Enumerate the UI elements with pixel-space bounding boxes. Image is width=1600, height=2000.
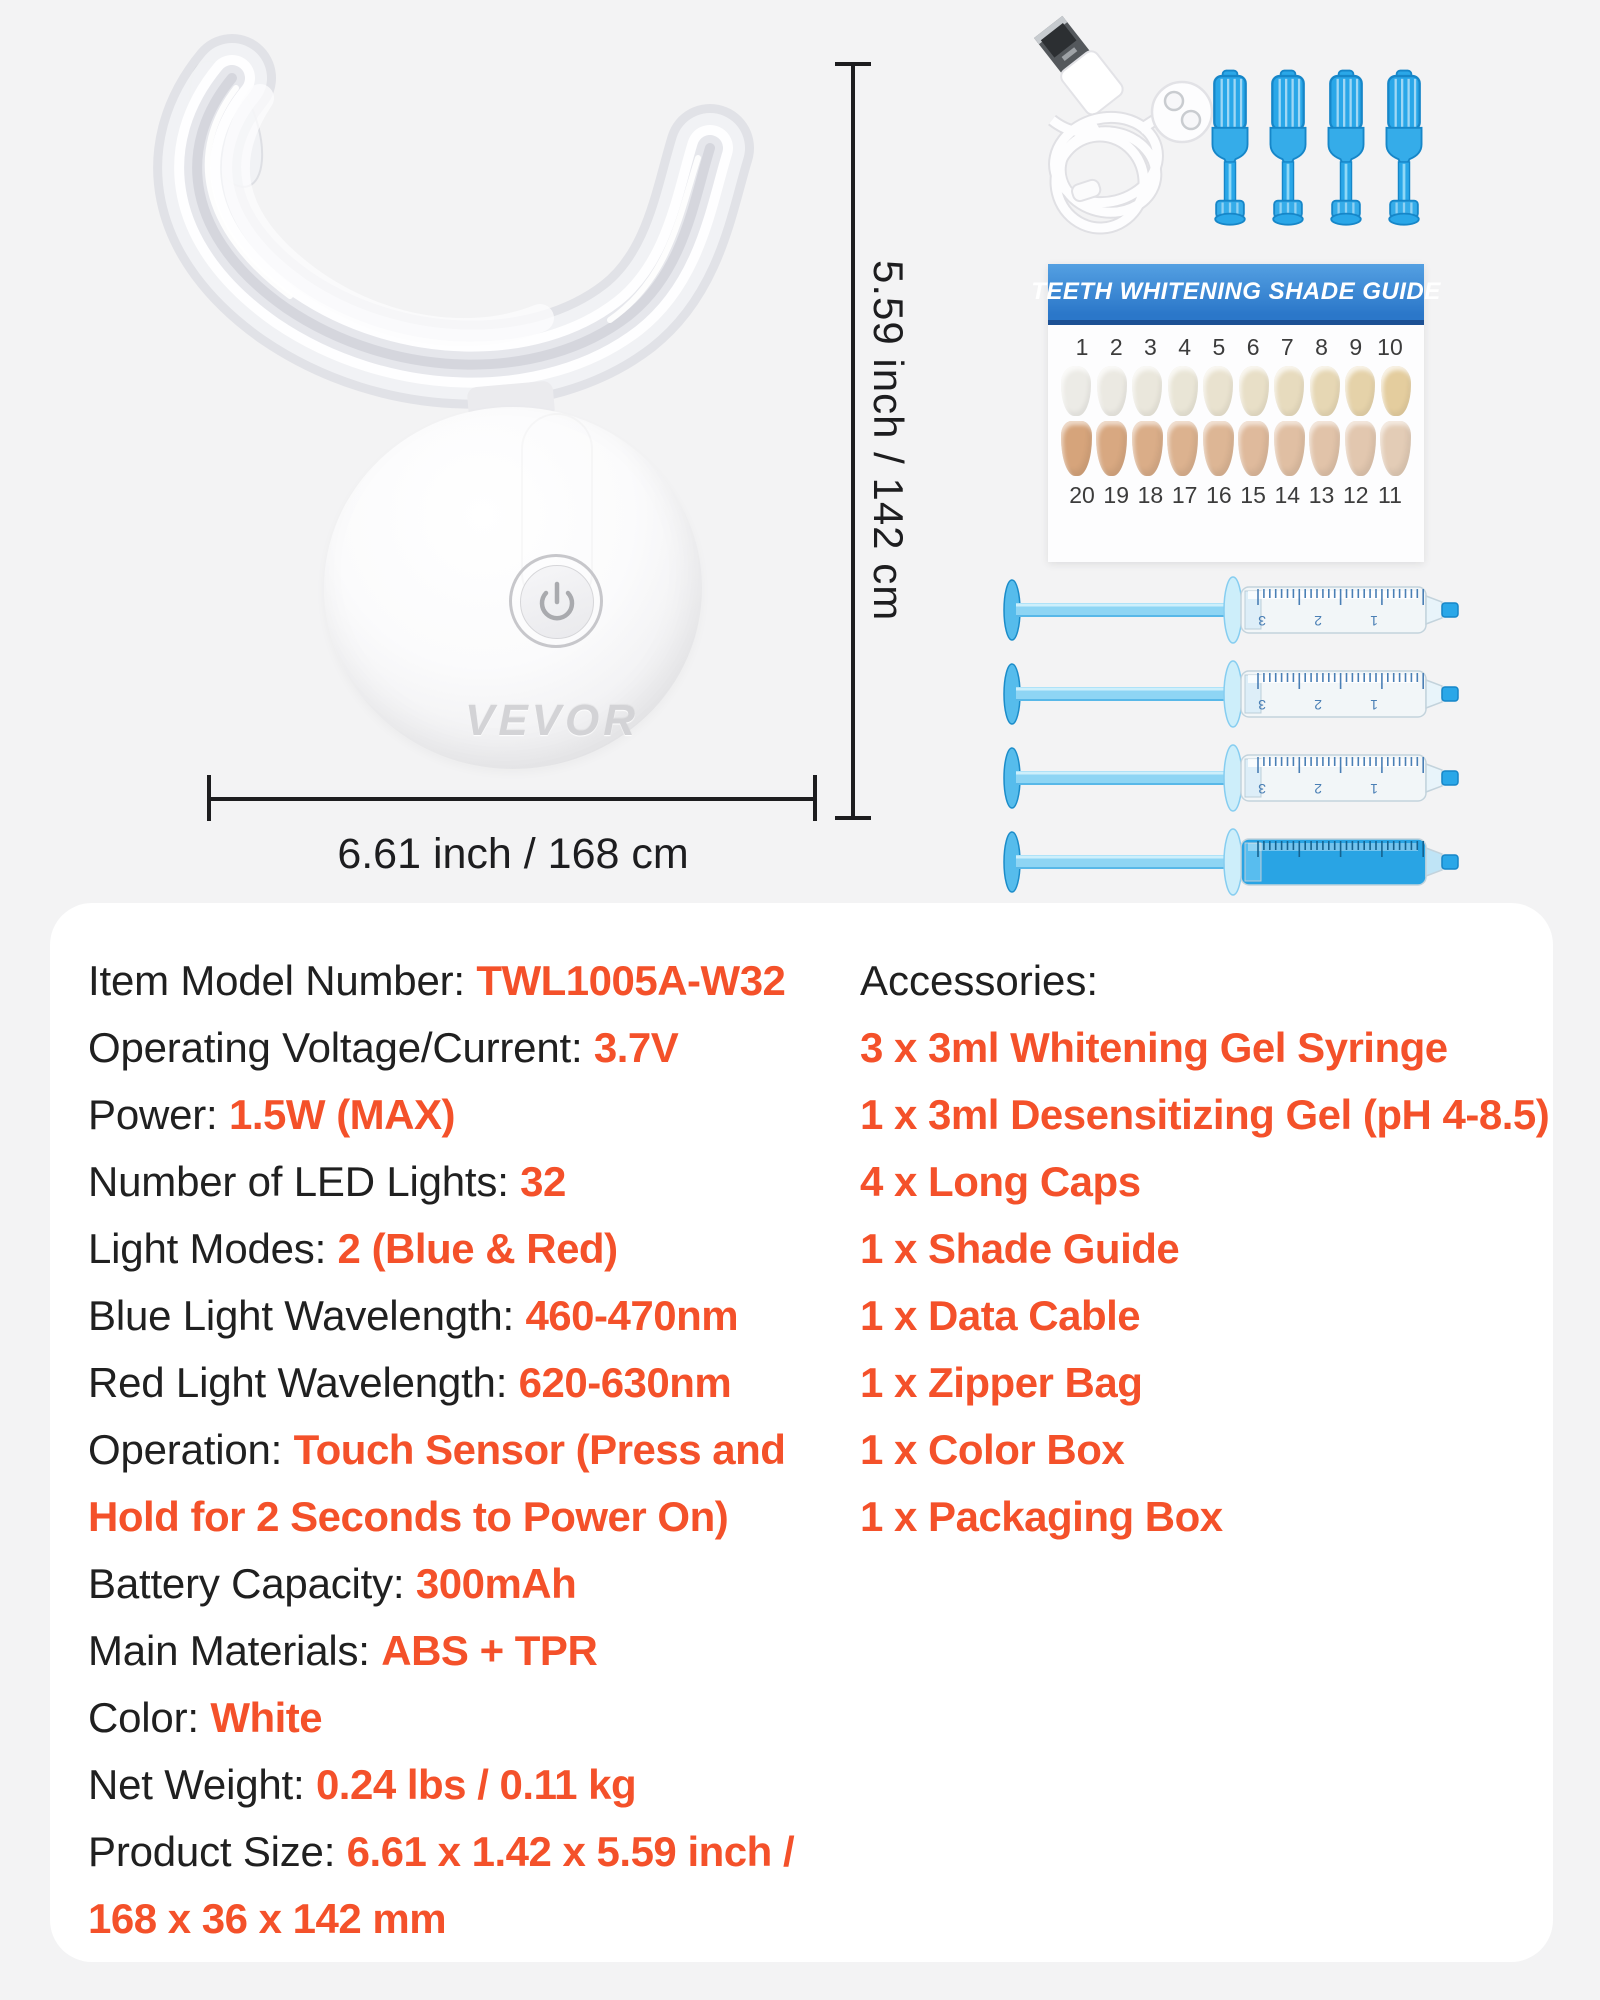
spec-value: 0.24 lbs / 0.11 kg: [315, 1761, 637, 1808]
spec-label: Operating Voltage/Current:: [88, 1024, 594, 1071]
tooth-swatch: [1132, 421, 1163, 476]
syringe-row: [1000, 736, 1470, 822]
spec-value: White: [210, 1694, 323, 1741]
syringe-row: [1000, 820, 1470, 906]
spec-value: ABS + TPR: [381, 1627, 598, 1674]
accessory-item: 1 x Color Box: [860, 1426, 1125, 1473]
power-button: [509, 554, 603, 648]
spec-value: Touch Sensor (Press and Hold for 2 Seconds to Power On): [88, 1426, 786, 1540]
shade-number: 9: [1349, 334, 1363, 360]
tooth-swatch: [1168, 366, 1198, 416]
power-button-face: [520, 565, 594, 639]
spec-value: 32: [520, 1158, 566, 1205]
shade-number: 11: [1378, 482, 1402, 508]
horizontal-dimension-line: [209, 797, 817, 801]
accessory-item: 3 x 3ml Whitening Gel Syringe: [860, 1024, 1448, 1071]
gel-syringe-image: [1000, 568, 1470, 654]
gel-syringe-image: [1000, 736, 1470, 822]
spec-label: Net Weight:: [88, 1761, 316, 1808]
tooth-swatch: [1061, 366, 1091, 416]
long-cap-image: [1322, 64, 1370, 234]
tooth-swatch: [1096, 421, 1127, 476]
shade-number: 5: [1212, 334, 1226, 360]
spec-row: [88, 1818, 860, 1952]
spec-card: [50, 903, 1553, 1962]
mouth-tray-image: [140, 28, 720, 418]
spec-label: Color:: [88, 1694, 211, 1741]
syringe-row: [1000, 568, 1470, 654]
long-cap-image: [1264, 64, 1312, 234]
svg-text:2: 2: [1314, 781, 1322, 797]
tooth-swatch: [1274, 421, 1305, 476]
spec-label: Product Size:: [88, 1828, 347, 1875]
gel-syringe-image: [1000, 652, 1470, 738]
shade-number: 3: [1144, 334, 1157, 360]
spec-row: [88, 1617, 860, 1684]
spec-row: [88, 1416, 860, 1550]
shade-number: 10: [1377, 334, 1403, 360]
spec-value: 300mAh: [415, 1560, 577, 1607]
shade-guide-top-numbers: [1048, 334, 1424, 361]
tooth-swatch: [1310, 366, 1340, 416]
tooth-swatch: [1381, 366, 1411, 416]
spec-value: 2 (Blue & Red): [337, 1225, 618, 1272]
svg-text:1: 1: [1370, 781, 1378, 797]
tooth-swatch: [1239, 366, 1269, 416]
tooth-swatch: [1167, 421, 1198, 476]
svg-text:3: 3: [1258, 781, 1266, 797]
svg-text:1: 1: [1370, 613, 1378, 629]
shade-number: 17: [1171, 482, 1198, 508]
tooth-swatch: [1097, 366, 1127, 416]
shade-number: 7: [1280, 334, 1294, 360]
svg-text:2: 2: [1314, 613, 1322, 629]
tooth-swatch: [1345, 421, 1376, 476]
horizontal-dimension-tick-right: [813, 775, 817, 821]
accessory-item: 1 x Zipper Bag: [860, 1359, 1143, 1406]
syringe-row: [1000, 652, 1470, 738]
spec-value: 6.61 x 1.42 x 5.59 inch / 168 x 36 x 142 mm: [88, 1828, 795, 1942]
tooth-swatch: [1061, 421, 1092, 476]
spec-label: Power:: [88, 1091, 229, 1138]
svg-text:2: 2: [1314, 697, 1322, 713]
shade-guide-bottom-teeth: [1048, 421, 1424, 476]
accessories: [860, 947, 1550, 1962]
svg-text:1: 1: [1370, 697, 1378, 713]
shade-number: 18: [1137, 482, 1164, 508]
vertical-dimension-label: 5.59 inch / 142 cm: [865, 260, 912, 622]
long-cap-image: [1206, 64, 1254, 234]
spec-list: [88, 947, 860, 1962]
shade-number: 13: [1308, 482, 1335, 508]
shade-number: 12: [1342, 482, 1369, 508]
shade-number: 14: [1274, 482, 1301, 508]
spec-row: [88, 1148, 860, 1215]
power-icon: [533, 578, 581, 626]
horizontal-dimension-label: 6.61 inch / 168 cm: [337, 830, 689, 878]
accessories-list: [860, 1014, 1550, 1550]
spec-label: Number of LED Lights:: [88, 1158, 521, 1205]
shade-guide-card: [1031, 264, 1441, 562]
shade-guide-top-teeth: [1048, 366, 1424, 416]
accessories-heading: Accessories:: [860, 957, 1099, 1004]
spec-label: Item Model Number:: [88, 957, 477, 1004]
spec-label: Battery Capacity:: [88, 1560, 416, 1607]
tooth-swatch: [1132, 366, 1162, 416]
long-cap-image: [1380, 64, 1428, 234]
magnetic-connector: [1152, 82, 1212, 142]
spec-row: [88, 1014, 860, 1081]
spec-row: [88, 947, 860, 1014]
spec-value: 1.5W (MAX): [229, 1091, 455, 1138]
shade-guide-bottom-numbers: [1048, 482, 1424, 509]
shade-number: 15: [1240, 482, 1266, 508]
spec-label: Light Modes:: [88, 1225, 338, 1272]
spec-label: Blue Light Wavelength:: [88, 1292, 526, 1339]
spec-value: 620-630nm: [518, 1359, 732, 1406]
shade-number: 2: [1109, 334, 1123, 360]
spec-value: 3.7V: [593, 1024, 679, 1071]
shade-number: 20: [1069, 482, 1095, 508]
svg-text:3: 3: [1258, 613, 1266, 629]
tooth-swatch: [1238, 421, 1269, 476]
svg-text:3: 3: [1258, 697, 1266, 713]
shade-guide-title: TEETH WHITENING SHADE GUIDE: [1048, 264, 1424, 325]
spec-row: [88, 1751, 860, 1818]
tooth-swatch: [1274, 366, 1304, 416]
vertical-dimension-line: [851, 64, 855, 818]
spec-row: [88, 1215, 860, 1282]
shade-number: 4: [1178, 334, 1192, 360]
gel-syringe-image: [1000, 820, 1470, 906]
horizontal-dimension-tick-left: [207, 775, 211, 821]
data-cable-image: [988, 32, 1216, 240]
spec-value: TWL1005A-W32: [476, 957, 786, 1004]
tooth-swatch: [1309, 421, 1340, 476]
tooth-swatch: [1380, 421, 1411, 476]
shade-number: 6: [1246, 334, 1260, 360]
shade-number: 8: [1315, 334, 1328, 360]
spec-label: Operation:: [88, 1426, 294, 1473]
shade-number: 1: [1075, 334, 1089, 360]
tooth-swatch: [1345, 366, 1375, 416]
spec-row: [88, 1550, 860, 1617]
accessory-item: 1 x Shade Guide: [860, 1225, 1180, 1272]
long-caps-group: [1206, 64, 1438, 234]
spec-row: [88, 1081, 860, 1148]
spec-label: Main Materials:: [88, 1627, 382, 1674]
shade-number: 16: [1206, 482, 1232, 508]
accessory-item: 1 x Data Cable: [860, 1292, 1141, 1339]
accessory-item: 1 x 3ml Desensitizing Gel (pH 4-8.5): [860, 1091, 1550, 1138]
shade-number: 19: [1103, 482, 1130, 508]
spec-row: [88, 1349, 860, 1416]
tooth-swatch: [1203, 366, 1233, 416]
spec-row: [88, 1684, 860, 1751]
tooth-swatch: [1203, 421, 1234, 476]
spec-value: 460-470nm: [525, 1292, 739, 1339]
spec-label: Red Light Wavelength:: [88, 1359, 519, 1406]
accessory-item: 1 x Packaging Box: [860, 1493, 1223, 1540]
brand-logo: VEVOR: [464, 696, 640, 745]
spec-row: [88, 1282, 860, 1349]
accessory-item: 4 x Long Caps: [860, 1158, 1141, 1205]
